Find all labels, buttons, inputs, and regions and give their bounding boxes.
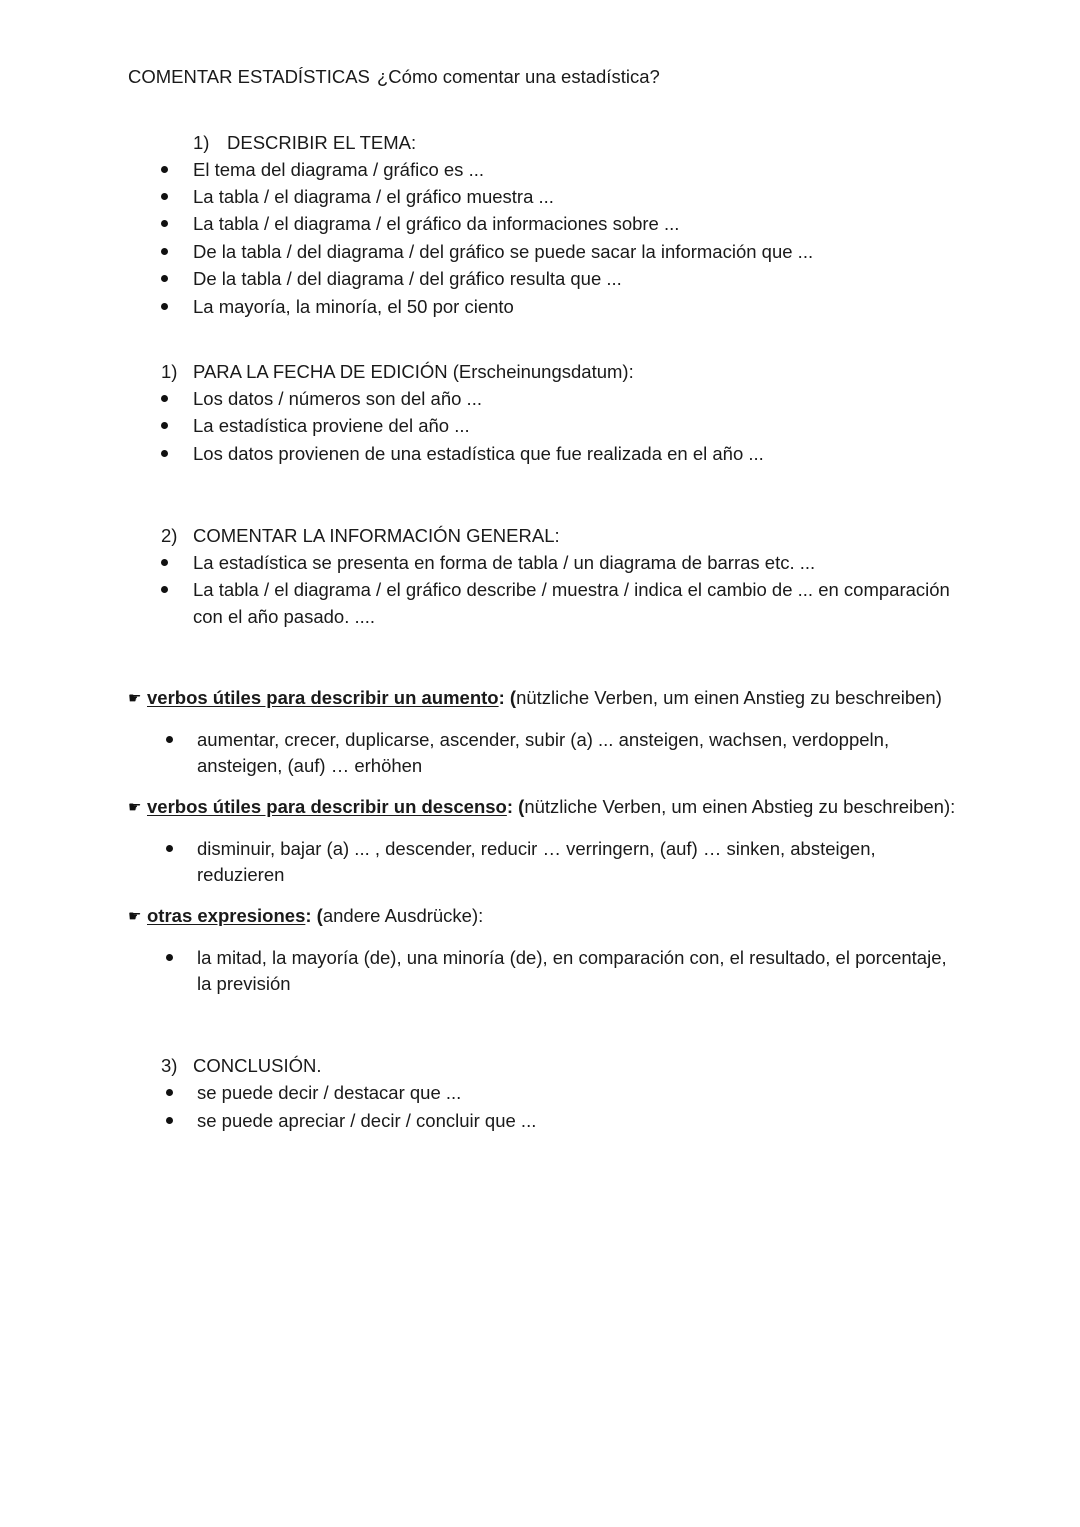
bullet-icon [161,275,168,282]
vocab-heading-line [147,905,483,927]
section-number: 1) [193,132,210,153]
bullet-icon [161,395,168,402]
document-title: COMENTAR ESTADÍSTICAS [128,66,370,87]
section-heading: PARA LA FECHA DE EDICIÓN (Erscheinungsdatum): [193,361,634,382]
heading-colon: : [305,905,312,926]
bullet-icon [161,220,168,227]
bullet-icon [166,1117,173,1124]
pointing-hand-icon: ☛ [128,907,142,925]
vocab-heading: otras expresiones [147,905,306,926]
bullet-icon [161,193,168,200]
bullet-icon [166,1089,173,1096]
list-item: Los datos / números son del año ... [193,388,482,409]
bullet-icon [166,954,173,961]
bullet-icon [166,845,173,852]
list-item: El tema del diagrama / gráfico es ... [193,159,484,180]
list-item-continuation: con el año pasado. .... [193,606,376,627]
bullet-icon [161,303,168,310]
list-item: La mayoría, la minoría, el 50 por ciento [193,296,514,317]
bullet-icon [166,736,173,743]
paren-open: ( [518,796,525,817]
paren-open: ( [316,905,323,926]
document-subtitle: ¿Cómo comentar una estadística? [377,66,660,87]
vocab-list-item: aumentar, crecer, duplicarse, ascender, subir (a) ... ansteigen, wachsen, verdoppeln, [197,729,890,750]
list-item: La tabla / el diagrama / el gráfico describe / muestra / indica el cambio de ... en comparación [193,579,950,600]
section-heading: COMENTAR LA INFORMACIÓN GENERAL: [193,525,560,546]
list-item: La estadística se presenta en forma de tabla / un diagrama de barras etc. ... [193,552,816,573]
list-item: se puede decir / destacar que ... [197,1082,462,1103]
list-item: De la tabla / del diagrama / del gráfico se puede sacar la información que ... [193,241,814,262]
bullet-icon [161,586,168,593]
bullet-icon [161,450,168,457]
heading-colon: : [498,687,505,708]
section-number: 1) [161,361,178,382]
list-item: Los datos provienen de una estadística que fue realizada en el año ... [193,443,764,464]
vocab-list-item-continuation: ansteigen, (auf) … erhöhen [197,755,423,776]
pointing-hand-icon: ☛ [128,798,142,816]
vocab-heading: verbos útiles para describir un aumento [147,687,499,708]
vocab-heading-line [147,796,955,818]
vocab-list-item: la mitad, la mayoría (de), una minoría (de), en comparación con, el resultado, el porcentaje, [197,947,947,968]
section-number: 2) [161,525,178,546]
section-heading: DESCRIBIR EL TEMA: [227,132,417,153]
vocab-list-item-continuation: la previsión [197,973,291,994]
bullet-icon [161,422,168,429]
section-heading: CONCLUSIÓN. [193,1055,322,1076]
vocab-heading-line [147,687,942,709]
list-item: De la tabla / del diagrama / del gráfico resulta que ... [193,268,622,289]
pointing-hand-icon: ☛ [128,689,142,707]
list-item: La tabla / el diagrama / el gráfico da informaciones sobre ... [193,213,680,234]
vocab-translation: andere Ausdrücke): [322,905,484,926]
bullet-icon [161,166,168,173]
list-item: La tabla / el diagrama / el gráfico muestra ... [193,186,554,207]
vocab-heading: verbos útiles para describir un descenso [147,796,507,817]
vocab-list-item: disminuir, bajar (a) ... , descender, reducir … verringern, (auf) … sinken, absteigen, [197,838,876,859]
vocab-list-item-continuation: reduzieren [197,864,285,885]
bullet-icon [161,559,168,566]
paren-open: ( [509,687,517,708]
vocab-translation: nützliche Verben, um einen Abstieg zu beschreiben): [524,796,956,817]
vocab-translation: nützliche Verben, um einen Anstieg zu beschreiben) [516,687,942,708]
bullet-icon [161,248,168,255]
list-item: se puede apreciar / decir / concluir que ... [197,1110,537,1131]
heading-colon: : [506,796,514,817]
section-number: 3) [161,1055,178,1076]
list-item: La estadística proviene del año ... [193,415,470,436]
